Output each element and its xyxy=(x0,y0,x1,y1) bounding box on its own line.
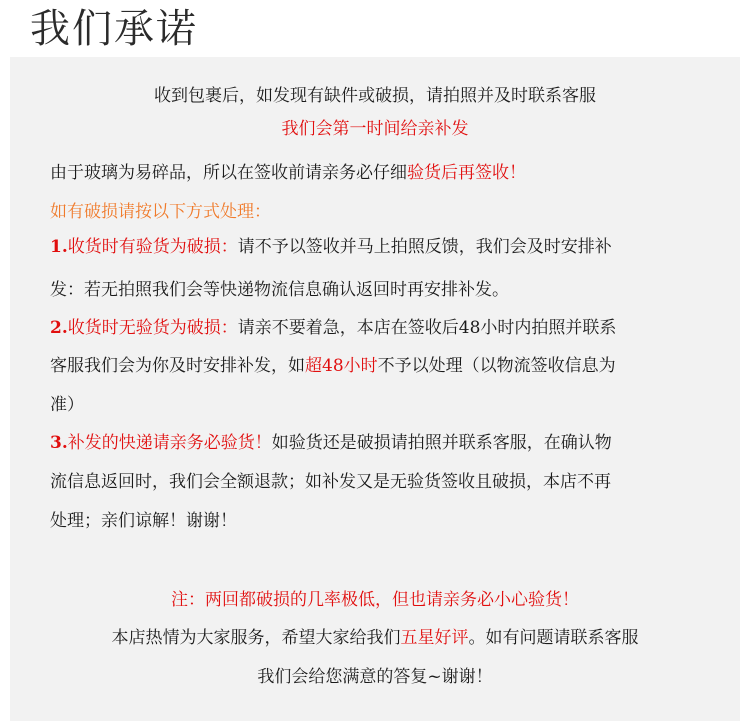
item-3-line-1 xyxy=(50,432,612,454)
note-line: 注：两回都破损的几率极低，但也请亲务必小心验货！ xyxy=(171,590,579,610)
intro-line-1: 收到包裹后，如发现有缺件或破损，请拍照并及时联系客服 xyxy=(154,86,596,106)
item-2-text-b-pre: 客服我们会为你及时安排补发，如 xyxy=(50,356,305,376)
closing-line: 我们会给您满意的答复~谢谢！ xyxy=(257,667,493,687)
item-1-line-2: 发：若无拍照我们会等快递物流信息确认返回时再安排补发。 xyxy=(50,280,509,300)
intro-line-2: 我们会第一时间给亲补发 xyxy=(281,119,469,139)
item-2-text-a: 请亲不要着急，本店在签收后48小时内拍照并联系 xyxy=(237,318,617,338)
glass-notice-text: 由于玻璃为易碎品，所以在签收前请亲务必仔细 xyxy=(50,163,407,183)
item-2-text-b-red: 超48小时 xyxy=(305,356,378,376)
item-1-title: 收货时有验货为破损： xyxy=(67,237,238,257)
item-2-title: 收货时无验货为破损： xyxy=(67,318,238,338)
item-3-line-2: 流信息返回时，我们会全额退款；如补发又是无验货签收且破损，本店不再 xyxy=(50,472,611,492)
glass-notice xyxy=(50,162,526,184)
service-text-red: 五星好评 xyxy=(400,628,469,648)
item-1-number: 1. xyxy=(50,237,68,257)
service-text-pre: 本店热情为大家服务，希望大家给我们 xyxy=(111,628,401,648)
item-3-line-3: 处理；亲们谅解！谢谢！ xyxy=(50,511,237,531)
service-text-post: 。如有问题请联系客服 xyxy=(468,628,639,648)
item-1-text-a: 请不予以签收并马上拍照反馈，我们会及时安排补 xyxy=(237,237,612,257)
item-2-number: 2. xyxy=(50,318,68,338)
item-2-text-b-post: 不予以处理（以物流签收信息为 xyxy=(377,356,616,376)
item-2-line-2 xyxy=(50,355,616,377)
glass-notice-highlight: 验货后再签收！ xyxy=(407,163,526,183)
promise-panel xyxy=(10,57,740,721)
damage-heading: 如有破损请按以下方式处理： xyxy=(50,202,271,222)
item-3-title: 补发的快递请亲务必验货！ xyxy=(67,433,272,453)
service-line xyxy=(10,627,740,649)
item-3-text-a: 如验货还是破损请拍照并联系客服，在确认物 xyxy=(271,433,612,453)
page-title: 我们承诺 xyxy=(30,6,198,52)
item-3-number: 3. xyxy=(50,433,68,453)
item-1-line-1 xyxy=(50,236,612,258)
item-2-line-3: 准） xyxy=(50,395,84,415)
item-2-line-1 xyxy=(50,317,616,339)
